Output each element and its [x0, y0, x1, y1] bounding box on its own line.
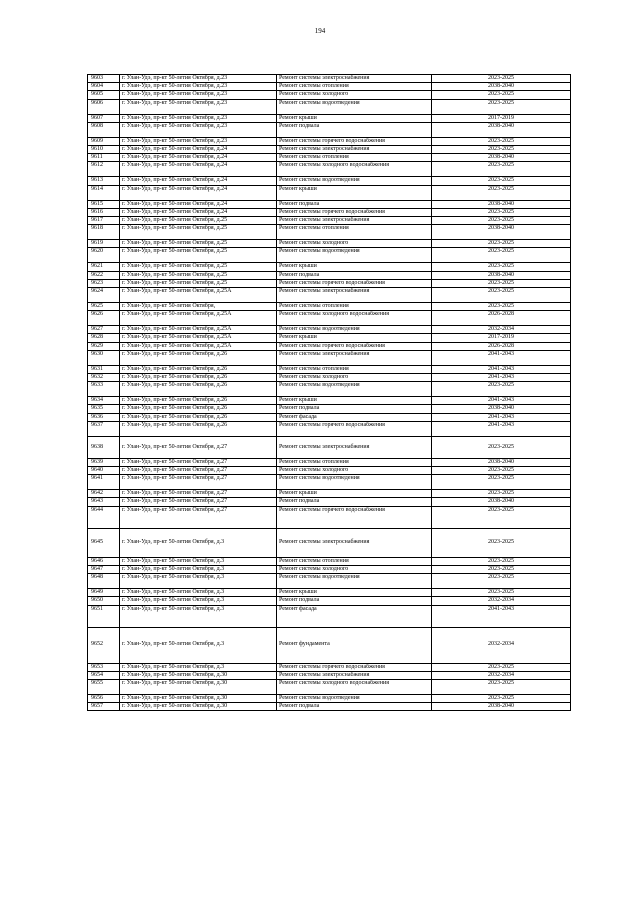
work-type-cell: Ремонт системы электроснабжения: [277, 350, 432, 365]
work-type-cell: Ремонт системы отопления: [277, 225, 432, 240]
address-cell: г. Улан-Удэ, пр-кт 50-летия Октября, д.26: [120, 382, 277, 397]
work-type-cell: Ремонт системы отопления: [277, 303, 432, 311]
table-row: [88, 405, 571, 413]
row-number-cell: 9637: [88, 421, 120, 436]
row-number-cell: 9612: [88, 162, 120, 177]
address-cell: г. Улан-Удэ, пр-кт 50-летия Октября,: [120, 303, 277, 311]
table-row: [88, 248, 571, 263]
table-row: [88, 91, 571, 99]
work-type-cell: Ремонт системы водоотведения: [277, 99, 432, 114]
table-row: [88, 162, 571, 177]
row-number-cell: 9647: [88, 565, 120, 573]
period-cell: 2023-2025: [432, 208, 571, 216]
table-row: [88, 334, 571, 342]
table-row: [88, 177, 571, 185]
work-type-cell: Ремонт системы горячего водоснабжения: [277, 279, 432, 287]
period-cell: 2041-2043: [432, 421, 571, 436]
row-number-cell: 9638: [88, 436, 120, 458]
work-type-cell: Ремонт фундамента: [277, 627, 432, 663]
table-row: [88, 498, 571, 506]
address-cell: г. Улан-Удэ, пр-кт 50-летия Октября, д.26: [120, 374, 277, 382]
address-cell: г. Улан-Удэ, пр-кт 50-летия Октября, д.3: [120, 605, 277, 627]
row-number-cell: 9650: [88, 597, 120, 605]
work-type-cell: Ремонт подвала: [277, 498, 432, 506]
address-cell: г. Улан-Удэ, пр-кт 50-летия Октября, д.3: [120, 627, 277, 663]
work-type-cell: Ремонт системы отопления: [277, 83, 432, 91]
address-cell: г. Улан-Удэ, пр-кт 50-летия Октября, д.3: [120, 565, 277, 573]
address-cell: г. Улан-Удэ, пр-кт 50-летия Октября, д.27: [120, 458, 277, 466]
table-row: [88, 99, 571, 114]
work-type-cell: Ремонт системы электроснабжения: [277, 146, 432, 154]
table-row: [88, 374, 571, 382]
work-type-cell: Ремонт системы отопления: [277, 458, 432, 466]
row-number-cell: 9652: [88, 627, 120, 663]
period-cell: 2038-2040: [432, 154, 571, 162]
table-row: [88, 605, 571, 627]
address-cell: г. Улан-Удэ, пр-кт 50-летия Октября, д.26: [120, 405, 277, 413]
row-number-cell: 9620: [88, 248, 120, 263]
row-number-cell: 9615: [88, 200, 120, 208]
table-row: [88, 137, 571, 145]
period-cell: 2023-2025: [432, 137, 571, 145]
period-cell: 2032-2034: [432, 597, 571, 605]
row-number-cell: 9624: [88, 288, 120, 303]
row-number-cell: 9631: [88, 365, 120, 373]
row-number-cell: 9608: [88, 122, 120, 137]
work-type-cell: Ремонт системы горячего водоснабжения: [277, 342, 432, 350]
period-cell: 2023-2025: [432, 589, 571, 597]
work-type-cell: Ремонт фасада: [277, 413, 432, 421]
row-number-cell: 9657: [88, 703, 120, 711]
address-cell: г. Улан-Удэ, пр-кт 50-летия Октября, д.26: [120, 350, 277, 365]
period-cell: 2038-2040: [432, 83, 571, 91]
table-row: [88, 200, 571, 208]
period-cell: 2023-2025: [432, 248, 571, 263]
address-cell: г. Улан-Удэ, пр-кт 50-летия Октября, д.30: [120, 703, 277, 711]
table-row: [88, 382, 571, 397]
row-number-cell: 9630: [88, 350, 120, 365]
row-number-cell: 9633: [88, 382, 120, 397]
address-cell: г. Улан-Удэ, пр-кт 50-летия Октября, д.23: [120, 122, 277, 137]
address-cell: г. Улан-Удэ, пр-кт 50-летия Октября, д.25: [120, 225, 277, 240]
work-type-cell: Ремонт системы горячего водоснабжения: [277, 663, 432, 671]
table-row: [88, 597, 571, 605]
period-cell: 2041-2043: [432, 350, 571, 365]
row-number-cell: 9618: [88, 225, 120, 240]
address-cell: г. Улан-Удэ, пр-кт 50-летия Октября, д.3: [120, 574, 277, 589]
row-number-cell: 9634: [88, 397, 120, 405]
period-cell: 2041-2043: [432, 374, 571, 382]
page-number: 194: [314, 27, 326, 35]
repair-schedule-table: [87, 74, 571, 711]
period-cell: 2023-2025: [432, 506, 571, 528]
work-type-cell: Ремонт крыши: [277, 185, 432, 200]
work-type-cell: Ремонт системы электроснабжения: [277, 288, 432, 303]
period-cell: 2023-2025: [432, 557, 571, 565]
repair-schedule-body: [88, 75, 571, 711]
address-cell: г. Улан-Удэ, пр-кт 50-летия Октября, д.25А: [120, 326, 277, 334]
period-cell: 2032-2034: [432, 671, 571, 679]
work-type-cell: Ремонт системы холодного водоснабжения: [277, 162, 432, 177]
row-number-cell: 9625: [88, 303, 120, 311]
period-cell: 2017-2019: [432, 334, 571, 342]
address-cell: г. Улан-Удэ, пр-кт 50-летия Октября, д.3: [120, 589, 277, 597]
row-number-cell: 9632: [88, 374, 120, 382]
period-cell: 2041-2043: [432, 397, 571, 405]
row-number-cell: 9613: [88, 177, 120, 185]
table-row: [88, 397, 571, 405]
row-number-cell: 9614: [88, 185, 120, 200]
address-cell: г. Улан-Удэ, пр-кт 50-летия Октября, д.27: [120, 498, 277, 506]
address-cell: г. Улан-Удэ, пр-кт 50-летия Октября, д.30: [120, 679, 277, 694]
period-cell: 2026-2028: [432, 342, 571, 350]
table-row: [88, 208, 571, 216]
row-number-cell: 9610: [88, 146, 120, 154]
table-row: [88, 694, 571, 702]
row-number-cell: 9655: [88, 679, 120, 694]
table-row: [88, 154, 571, 162]
work-type-cell: Ремонт системы водоотведения: [277, 326, 432, 334]
work-type-cell: Ремонт системы водоотведения: [277, 475, 432, 490]
work-type-cell: Ремонт подвала: [277, 597, 432, 605]
period-cell: 2023-2025: [432, 91, 571, 99]
address-cell: г. Улан-Удэ, пр-кт 50-летия Октября, д.27: [120, 506, 277, 528]
table-row: [88, 279, 571, 287]
table-row: [88, 574, 571, 589]
table-row: [88, 311, 571, 326]
work-type-cell: Ремонт системы электроснабжения: [277, 671, 432, 679]
work-type-cell: Ремонт системы горячего водоснабжения: [277, 137, 432, 145]
period-cell: 2023-2025: [432, 75, 571, 83]
period-cell: 2023-2025: [432, 679, 571, 694]
address-cell: г. Улан-Удэ, пр-кт 50-летия Октября, д.25: [120, 271, 277, 279]
work-type-cell: Ремонт системы водоотведения: [277, 382, 432, 397]
table-row: [88, 671, 571, 679]
table-row: [88, 557, 571, 565]
address-cell: г. Улан-Удэ, пр-кт 50-летия Октября, д.3: [120, 597, 277, 605]
period-cell: 2023-2025: [432, 436, 571, 458]
period-cell: 2023-2025: [432, 565, 571, 573]
period-cell: 2038-2040: [432, 703, 571, 711]
table-row: [88, 122, 571, 137]
row-number-cell: 9644: [88, 506, 120, 528]
period-cell: 2041-2043: [432, 605, 571, 627]
period-cell: 2023-2025: [432, 146, 571, 154]
period-cell: 2023-2025: [432, 574, 571, 589]
period-cell: 2023-2025: [432, 99, 571, 114]
table-row: [88, 627, 571, 663]
row-number-cell: 9636: [88, 413, 120, 421]
table-row: [88, 288, 571, 303]
period-cell: 2023-2025: [432, 288, 571, 303]
address-cell: г. Улан-Удэ, пр-кт 50-летия Октября, д.27: [120, 475, 277, 490]
period-cell: 2017-2019: [432, 114, 571, 122]
table-row: [88, 703, 571, 711]
row-number-cell: 9604: [88, 83, 120, 91]
period-cell: 2023-2025: [432, 303, 571, 311]
row-number-cell: 9649: [88, 589, 120, 597]
table-row: [88, 263, 571, 271]
work-type-cell: Ремонт системы горячего водоснабжения: [277, 506, 432, 528]
period-cell: 2023-2025: [432, 185, 571, 200]
address-cell: г. Улан-Удэ, пр-кт 50-летия Октября, д.25: [120, 248, 277, 263]
row-number-cell: 9609: [88, 137, 120, 145]
table-row: [88, 146, 571, 154]
address-cell: г. Улан-Удэ, пр-кт 50-летия Октября, д.25А: [120, 288, 277, 303]
address-cell: г. Улан-Удэ, пр-кт 50-летия Октября, д.24: [120, 146, 277, 154]
table-row: [88, 240, 571, 248]
work-type-cell: Ремонт крыши: [277, 397, 432, 405]
row-number-cell: 9603: [88, 75, 120, 83]
period-cell: 2023-2025: [432, 162, 571, 177]
address-cell: г. Улан-Удэ, пр-кт 50-летия Октября, д.27: [120, 436, 277, 458]
period-cell: 2023-2025: [432, 240, 571, 248]
period-cell: 2023-2025: [432, 217, 571, 225]
table-row: [88, 326, 571, 334]
period-cell: 2038-2040: [432, 200, 571, 208]
period-cell: 2038-2040: [432, 271, 571, 279]
address-cell: г. Улан-Удэ, пр-кт 50-летия Октября, д.23: [120, 75, 277, 83]
table-row: [88, 421, 571, 436]
address-cell: г. Улан-Удэ, пр-кт 50-летия Октября, д.27: [120, 490, 277, 498]
work-type-cell: Ремонт крыши: [277, 263, 432, 271]
table-row: [88, 225, 571, 240]
work-type-cell: Ремонт системы водоотведения: [277, 694, 432, 702]
period-cell: 2038-2040: [432, 122, 571, 137]
period-cell: 2023-2025: [432, 663, 571, 671]
address-cell: г. Улан-Удэ, пр-кт 50-летия Октября, д.24: [120, 177, 277, 185]
period-cell: 2038-2040: [432, 458, 571, 466]
table-row: [88, 271, 571, 279]
period-cell: 2023-2025: [432, 263, 571, 271]
table-row: [88, 83, 571, 91]
address-cell: г. Улан-Удэ, пр-кт 50-летия Октября, д.26: [120, 397, 277, 405]
row-number-cell: 9616: [88, 208, 120, 216]
row-number-cell: 9619: [88, 240, 120, 248]
row-number-cell: 9628: [88, 334, 120, 342]
work-type-cell: Ремонт крыши: [277, 334, 432, 342]
row-number-cell: 9651: [88, 605, 120, 627]
period-cell: 2041-2043: [432, 365, 571, 373]
row-number-cell: 9623: [88, 279, 120, 287]
work-type-cell: Ремонт системы электроснабжения: [277, 217, 432, 225]
table-row: [88, 365, 571, 373]
row-number-cell: 9642: [88, 490, 120, 498]
table-row: [88, 490, 571, 498]
address-cell: г. Улан-Удэ, пр-кт 50-летия Октября, д.25: [120, 240, 277, 248]
work-type-cell: Ремонт крыши: [277, 589, 432, 597]
work-type-cell: Ремонт системы водоотведения: [277, 177, 432, 185]
row-number-cell: 9639: [88, 458, 120, 466]
address-cell: г. Улан-Удэ, пр-кт 50-летия Октября, д.23: [120, 114, 277, 122]
work-type-cell: Ремонт системы холодного водоснабжения: [277, 679, 432, 694]
address-cell: г. Улан-Удэ, пр-кт 50-летия Октября, д.25: [120, 279, 277, 287]
row-number-cell: 9627: [88, 326, 120, 334]
period-cell: 2038-2040: [432, 498, 571, 506]
row-number-cell: 9646: [88, 557, 120, 565]
work-type-cell: Ремонт системы холодного водоснабжения: [277, 311, 432, 326]
work-type-cell: Ремонт системы отопления: [277, 154, 432, 162]
work-type-cell: Ремонт системы горячего водоснабжения: [277, 208, 432, 216]
period-cell: 2023-2025: [432, 694, 571, 702]
period-cell: 2023-2025: [432, 475, 571, 490]
work-type-cell: Ремонт системы водоотведения: [277, 248, 432, 263]
address-cell: г. Улан-Удэ, пр-кт 50-летия Октября, д.25: [120, 217, 277, 225]
table-row: [88, 413, 571, 421]
address-cell: г. Улан-Удэ, пр-кт 50-летия Октября, д.25А: [120, 311, 277, 326]
work-type-cell: Ремонт фасада: [277, 605, 432, 627]
address-cell: г. Улан-Удэ, пр-кт 50-летия Октября, д.30: [120, 694, 277, 702]
address-cell: г. Улан-Удэ, пр-кт 50-летия Октября, д.24: [120, 185, 277, 200]
row-number-cell: 9643: [88, 498, 120, 506]
row-number-cell: 9648: [88, 574, 120, 589]
period-cell: 2023-2025: [432, 279, 571, 287]
address-cell: г. Улан-Удэ, пр-кт 50-летия Октября, д.3: [120, 663, 277, 671]
address-cell: г. Улан-Удэ, пр-кт 50-летия Октября, д.26: [120, 365, 277, 373]
period-cell: 2023-2025: [432, 490, 571, 498]
address-cell: г. Улан-Удэ, пр-кт 50-летия Октября, д.24: [120, 200, 277, 208]
table-row: [88, 475, 571, 490]
address-cell: г. Улан-Удэ, пр-кт 50-летия Октября, д.23: [120, 83, 277, 91]
row-number-cell: 9645: [88, 528, 120, 557]
table-row: [88, 75, 571, 83]
table-row: [88, 185, 571, 200]
period-cell: 2026-2028: [432, 311, 571, 326]
work-type-cell: Ремонт системы холодного: [277, 467, 432, 475]
work-type-cell: Ремонт системы холодного: [277, 91, 432, 99]
table-row: [88, 679, 571, 694]
work-type-cell: Ремонт системы водоотведения: [277, 574, 432, 589]
period-cell: 2041-2043: [432, 413, 571, 421]
period-cell: 2023-2025: [432, 177, 571, 185]
period-cell: 2023-2025: [432, 467, 571, 475]
work-type-cell: Ремонт системы отопления: [277, 365, 432, 373]
work-type-cell: Ремонт подвала: [277, 271, 432, 279]
row-number-cell: 9653: [88, 663, 120, 671]
table-row: [88, 436, 571, 458]
address-cell: г. Улан-Удэ, пр-кт 50-летия Октября, д.3: [120, 528, 277, 557]
table-row: [88, 217, 571, 225]
address-cell: г. Улан-Удэ, пр-кт 50-летия Октября, д.30: [120, 671, 277, 679]
row-number-cell: 9611: [88, 154, 120, 162]
table-row: [88, 458, 571, 466]
row-number-cell: 9605: [88, 91, 120, 99]
address-cell: г. Улан-Удэ, пр-кт 50-летия Октября, д.25А: [120, 342, 277, 350]
table-row: [88, 565, 571, 573]
work-type-cell: Ремонт системы электроснабжения: [277, 528, 432, 557]
work-type-cell: Ремонт системы холодного: [277, 374, 432, 382]
work-type-cell: Ремонт подвала: [277, 703, 432, 711]
period-cell: 2038-2040: [432, 225, 571, 240]
address-cell: г. Улан-Удэ, пр-кт 50-летия Октября, д.26: [120, 421, 277, 436]
address-cell: г. Улан-Удэ, пр-кт 50-летия Октября, д.23: [120, 99, 277, 114]
address-cell: г. Улан-Удэ, пр-кт 50-летия Октября, д.24: [120, 154, 277, 162]
work-type-cell: Ремонт крыши: [277, 114, 432, 122]
row-number-cell: 9635: [88, 405, 120, 413]
work-type-cell: Ремонт системы холодного: [277, 240, 432, 248]
address-cell: г. Улан-Удэ, пр-кт 50-летия Октября, д.26: [120, 413, 277, 421]
row-number-cell: 9621: [88, 263, 120, 271]
address-cell: г. Улан-Удэ, пр-кт 50-летия Октября, д.3: [120, 557, 277, 565]
address-cell: г. Улан-Удэ, пр-кт 50-летия Октября, д.23: [120, 91, 277, 99]
period-cell: 2023-2025: [432, 382, 571, 397]
work-type-cell: Ремонт системы горячего водоснабжения: [277, 421, 432, 436]
row-number-cell: 9617: [88, 217, 120, 225]
row-number-cell: 9654: [88, 671, 120, 679]
address-cell: г. Улан-Удэ, пр-кт 50-летия Октября, д.25: [120, 263, 277, 271]
row-number-cell: 9640: [88, 467, 120, 475]
period-cell: 2023-2025: [432, 528, 571, 557]
table-row: [88, 663, 571, 671]
table-row: [88, 467, 571, 475]
work-type-cell: Ремонт подвала: [277, 200, 432, 208]
row-number-cell: 9622: [88, 271, 120, 279]
row-number-cell: 9629: [88, 342, 120, 350]
row-number-cell: 9656: [88, 694, 120, 702]
period-cell: 2038-2040: [432, 405, 571, 413]
row-number-cell: 9607: [88, 114, 120, 122]
row-number-cell: 9626: [88, 311, 120, 326]
work-type-cell: Ремонт подвала: [277, 122, 432, 137]
period-cell: 2032-2034: [432, 627, 571, 663]
table-row: [88, 350, 571, 365]
row-number-cell: 9606: [88, 99, 120, 114]
work-type-cell: Ремонт системы холодного: [277, 565, 432, 573]
table-row: [88, 342, 571, 350]
row-number-cell: 9641: [88, 475, 120, 490]
table-row: [88, 589, 571, 597]
table-row: [88, 528, 571, 557]
work-type-cell: Ремонт системы отопления: [277, 557, 432, 565]
address-cell: г. Улан-Удэ, пр-кт 50-летия Октября, д.23: [120, 137, 277, 145]
table-row: [88, 506, 571, 528]
address-cell: г. Улан-Удэ, пр-кт 50-летия Октября, д.24: [120, 208, 277, 216]
address-cell: г. Улан-Удэ, пр-кт 50-летия Октября, д.24: [120, 162, 277, 177]
work-type-cell: Ремонт системы электроснабжения: [277, 436, 432, 458]
address-cell: г. Улан-Удэ, пр-кт 50-летия Октября, д.27: [120, 467, 277, 475]
work-type-cell: Ремонт крыши: [277, 490, 432, 498]
work-type-cell: Ремонт системы электроснабжения: [277, 75, 432, 83]
table-row: [88, 303, 571, 311]
table-row: [88, 114, 571, 122]
period-cell: 2032-2034: [432, 326, 571, 334]
work-type-cell: Ремонт подвала: [277, 405, 432, 413]
address-cell: г. Улан-Удэ, пр-кт 50-летия Октября, д.25А: [120, 334, 277, 342]
